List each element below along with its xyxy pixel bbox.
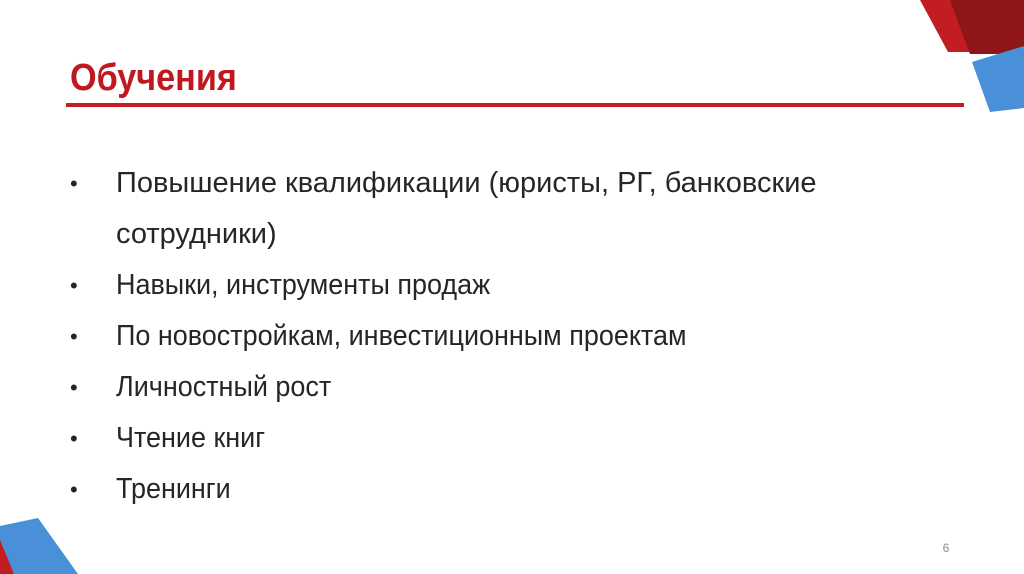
bullet-marker: • — [70, 477, 78, 502]
title-underline — [66, 103, 964, 107]
bullet-marker: • — [70, 375, 78, 400]
bullet-item — [64, 464, 944, 515]
bullet-item — [64, 311, 944, 362]
bottom-left-blue-shape — [0, 518, 78, 574]
bullet-item — [64, 362, 944, 413]
bullet-item — [64, 158, 944, 260]
slide-title: Обучения — [70, 57, 237, 99]
bullet-text: По новостройкам, инвестиционным проектам — [116, 320, 687, 352]
bullet-list — [64, 158, 944, 515]
page-number: 6 — [942, 541, 950, 555]
bullet-marker: • — [70, 171, 78, 196]
bullet-marker: • — [70, 324, 78, 349]
top-right-blue-shape — [972, 46, 1024, 112]
bullet-marker: • — [70, 273, 78, 298]
bullet-marker: • — [70, 426, 78, 451]
bullet-text: Повышение квалификации (юристы, РГ, банковские сотрудники) — [116, 167, 817, 250]
bullet-text: Навыки, инструменты продаж — [116, 269, 491, 301]
bullet-text: Личностный рост — [116, 371, 332, 403]
bullet-text: Чтение книг — [116, 422, 266, 454]
bullet-text: Тренинги — [116, 473, 231, 505]
bullet-item — [64, 260, 944, 311]
bullet-item — [64, 413, 944, 464]
